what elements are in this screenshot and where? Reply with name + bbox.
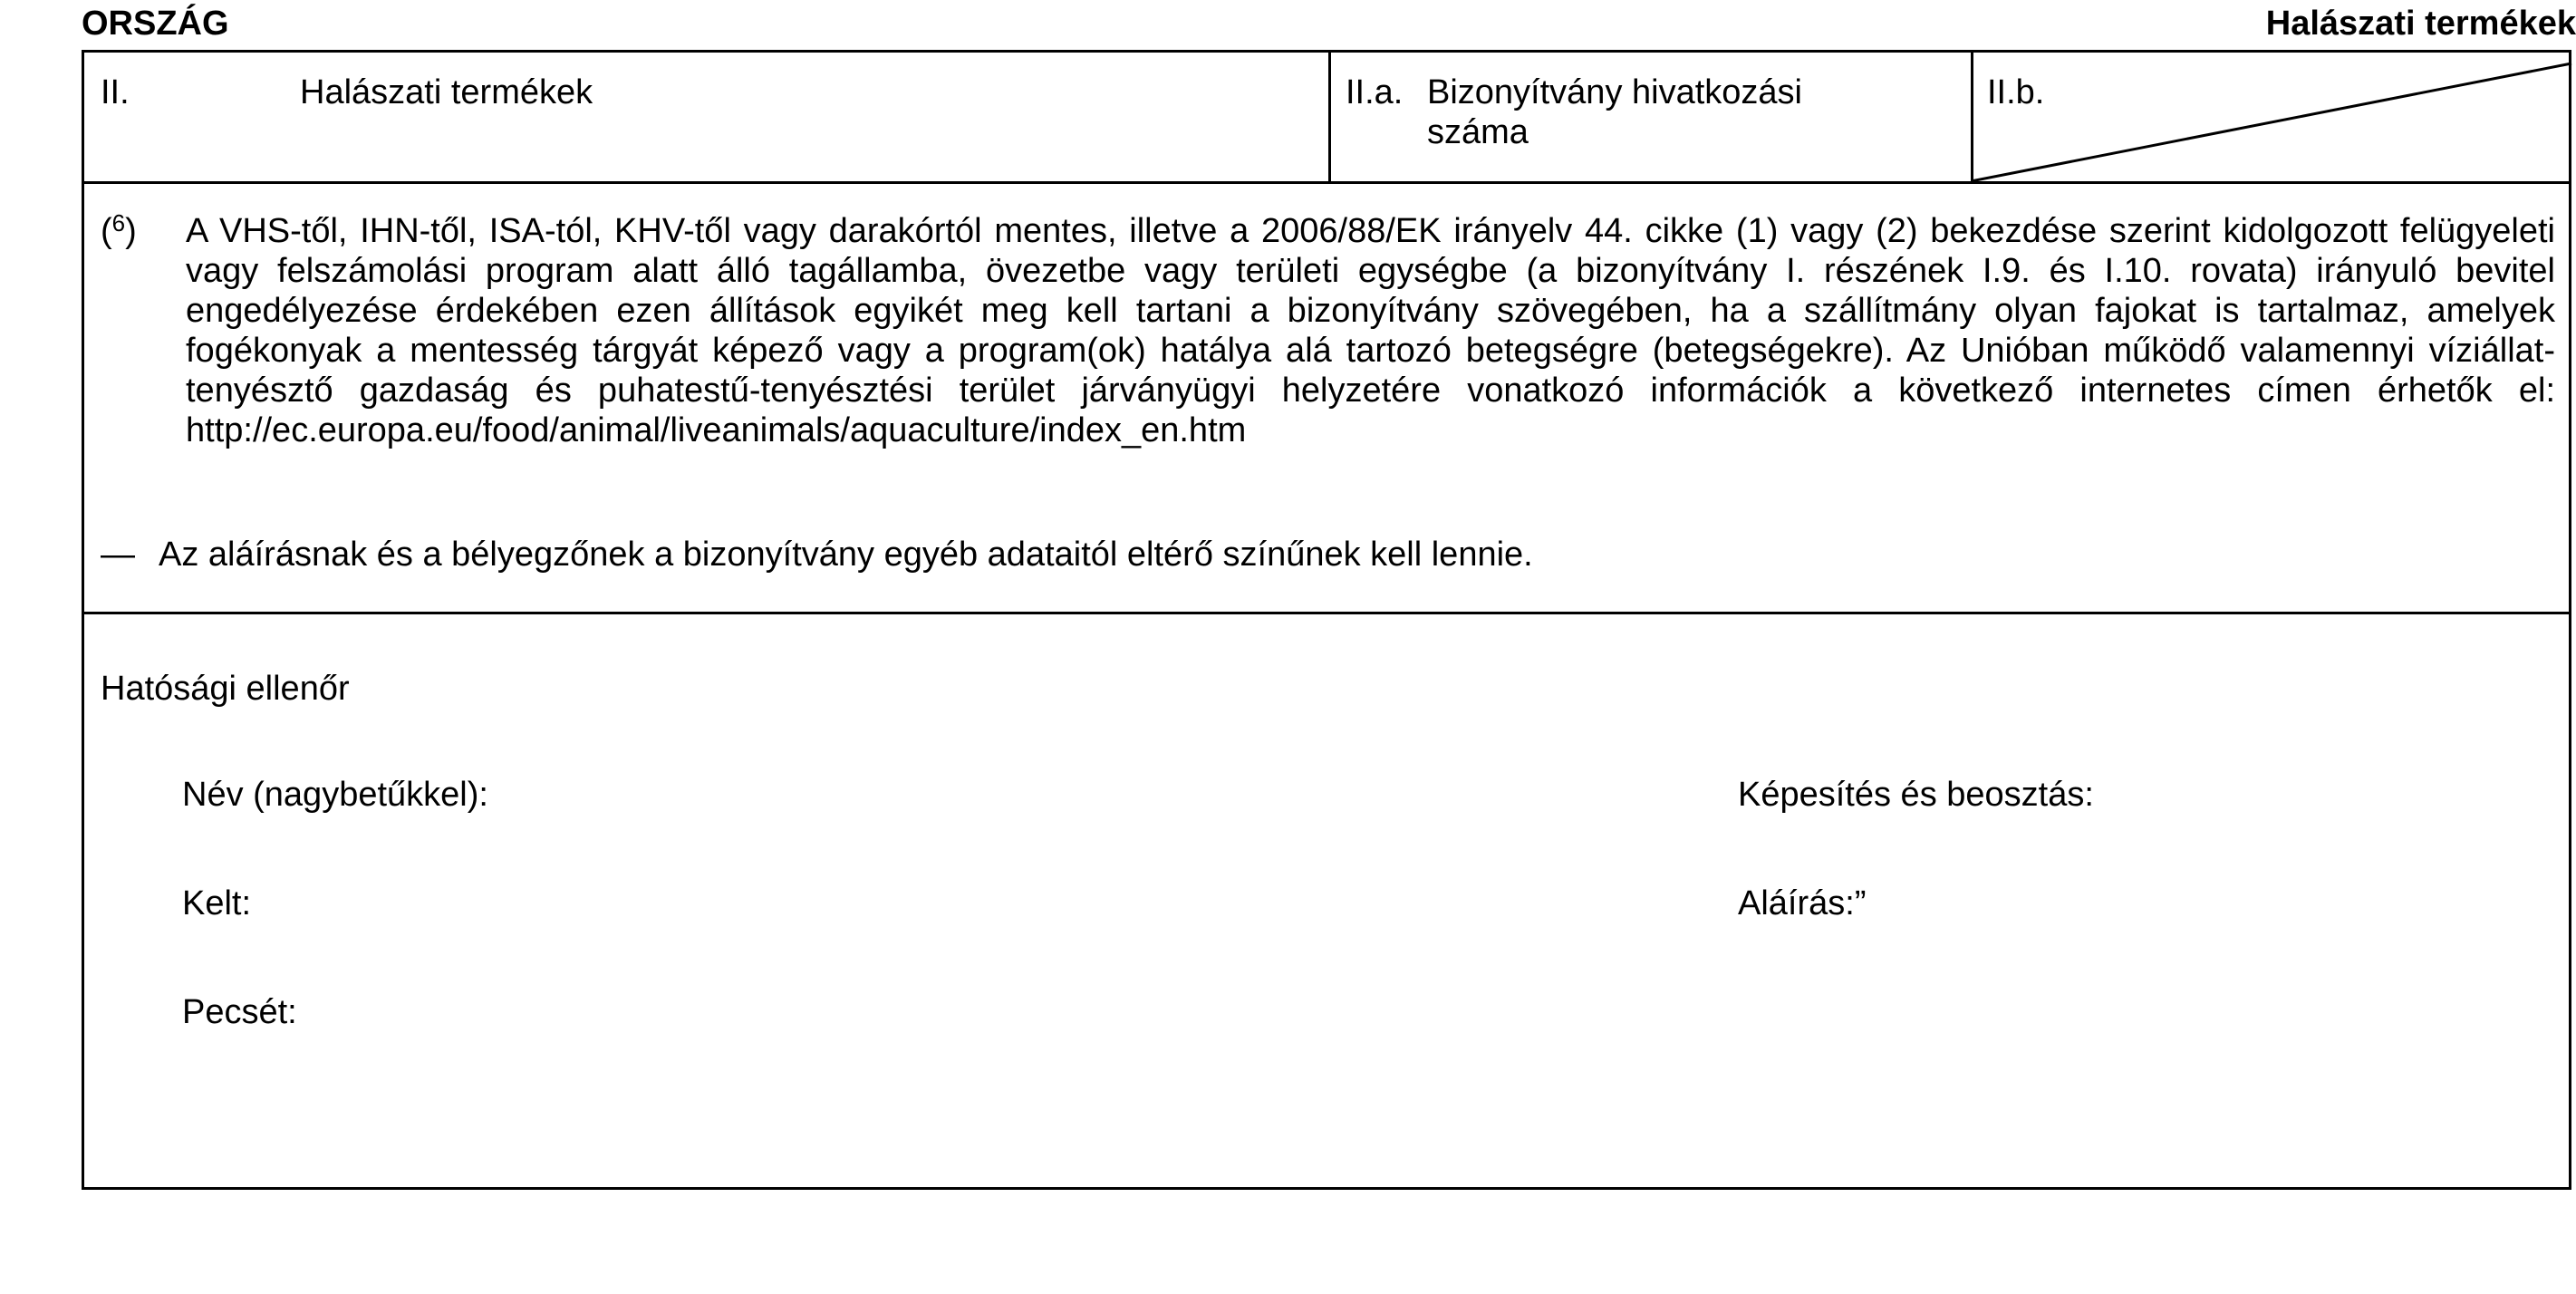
official-inspector-title: Hatósági ellenőr bbox=[101, 670, 350, 708]
signature-label: Aláírás:” bbox=[1738, 884, 1867, 922]
certificate-frame bbox=[82, 50, 2571, 1190]
section-number: II. bbox=[101, 73, 130, 111]
date-label: Kelt: bbox=[182, 884, 252, 922]
footnote-text: A VHS-től, IHN-től, ISA-tól, KHV-től vagy darakórtól mentes, illetve a 2006/88/EK irányelv 44. cikke (1) vagy (2) bekezdése szerint kidolgozott felügyeleti vagy felszámolási program alatt álló tagállamba, övezetbe vagy területi egységbe (a bizonyítvány I. részének I.9. és I.10. rovata) irányuló bevitel engedélyezése érdekében ezen állítások egyikét meg kell tartani a bizonyítvány szövegében, ha a szállítmány olyan fajokat is tartalmaz, amelyek fogékonyak a mentesség tárgyát képező vagy a program(ok) hatálya alá tartozó betegségre (betegségekre). Az Unióban működő valamennyi víziállat-tenyésztő gazdaság és puhatestű-tenyésztési terület járványügyi helyzetére vonatkozó információk a következő internetes címen érhetők el: http://ec.europa.eu/food/animal/liveanimals/aquaculture/index_en.htm bbox=[186, 212, 2555, 449]
name-label: Név (nagybetűkkel): bbox=[182, 776, 488, 814]
section-title: Halászati termékek bbox=[300, 73, 593, 111]
diagonal-line bbox=[1971, 63, 2571, 181]
ref-code: II.a. bbox=[1346, 73, 1404, 111]
dash-marker: — bbox=[101, 536, 135, 574]
ref-label-line1: Bizonyítvány hivatkozási bbox=[1427, 73, 1802, 111]
footnote-number: 6 bbox=[111, 209, 126, 237]
column-divider bbox=[1328, 53, 1331, 184]
signature-note: Az aláírásnak és a bélyegzőnek a bizonyítvány egyéb adataitól eltérő színűnek kell lennie. bbox=[159, 536, 1533, 574]
country-label: ORSZÁG bbox=[82, 5, 229, 43]
diagonal-strike bbox=[1971, 53, 2574, 184]
row-divider bbox=[84, 612, 2569, 614]
section-header-title: Halászati termékek bbox=[2265, 5, 2576, 43]
ii-b-code: II.b. bbox=[1987, 73, 2045, 111]
row-divider bbox=[84, 181, 2569, 184]
ref-label-line2: száma bbox=[1427, 113, 1529, 151]
stamp-label: Pecsét: bbox=[182, 993, 297, 1031]
footnote-marker: ($^6$) bbox=[101, 209, 137, 250]
qualification-label: Képesítés és beosztás: bbox=[1738, 776, 2094, 814]
